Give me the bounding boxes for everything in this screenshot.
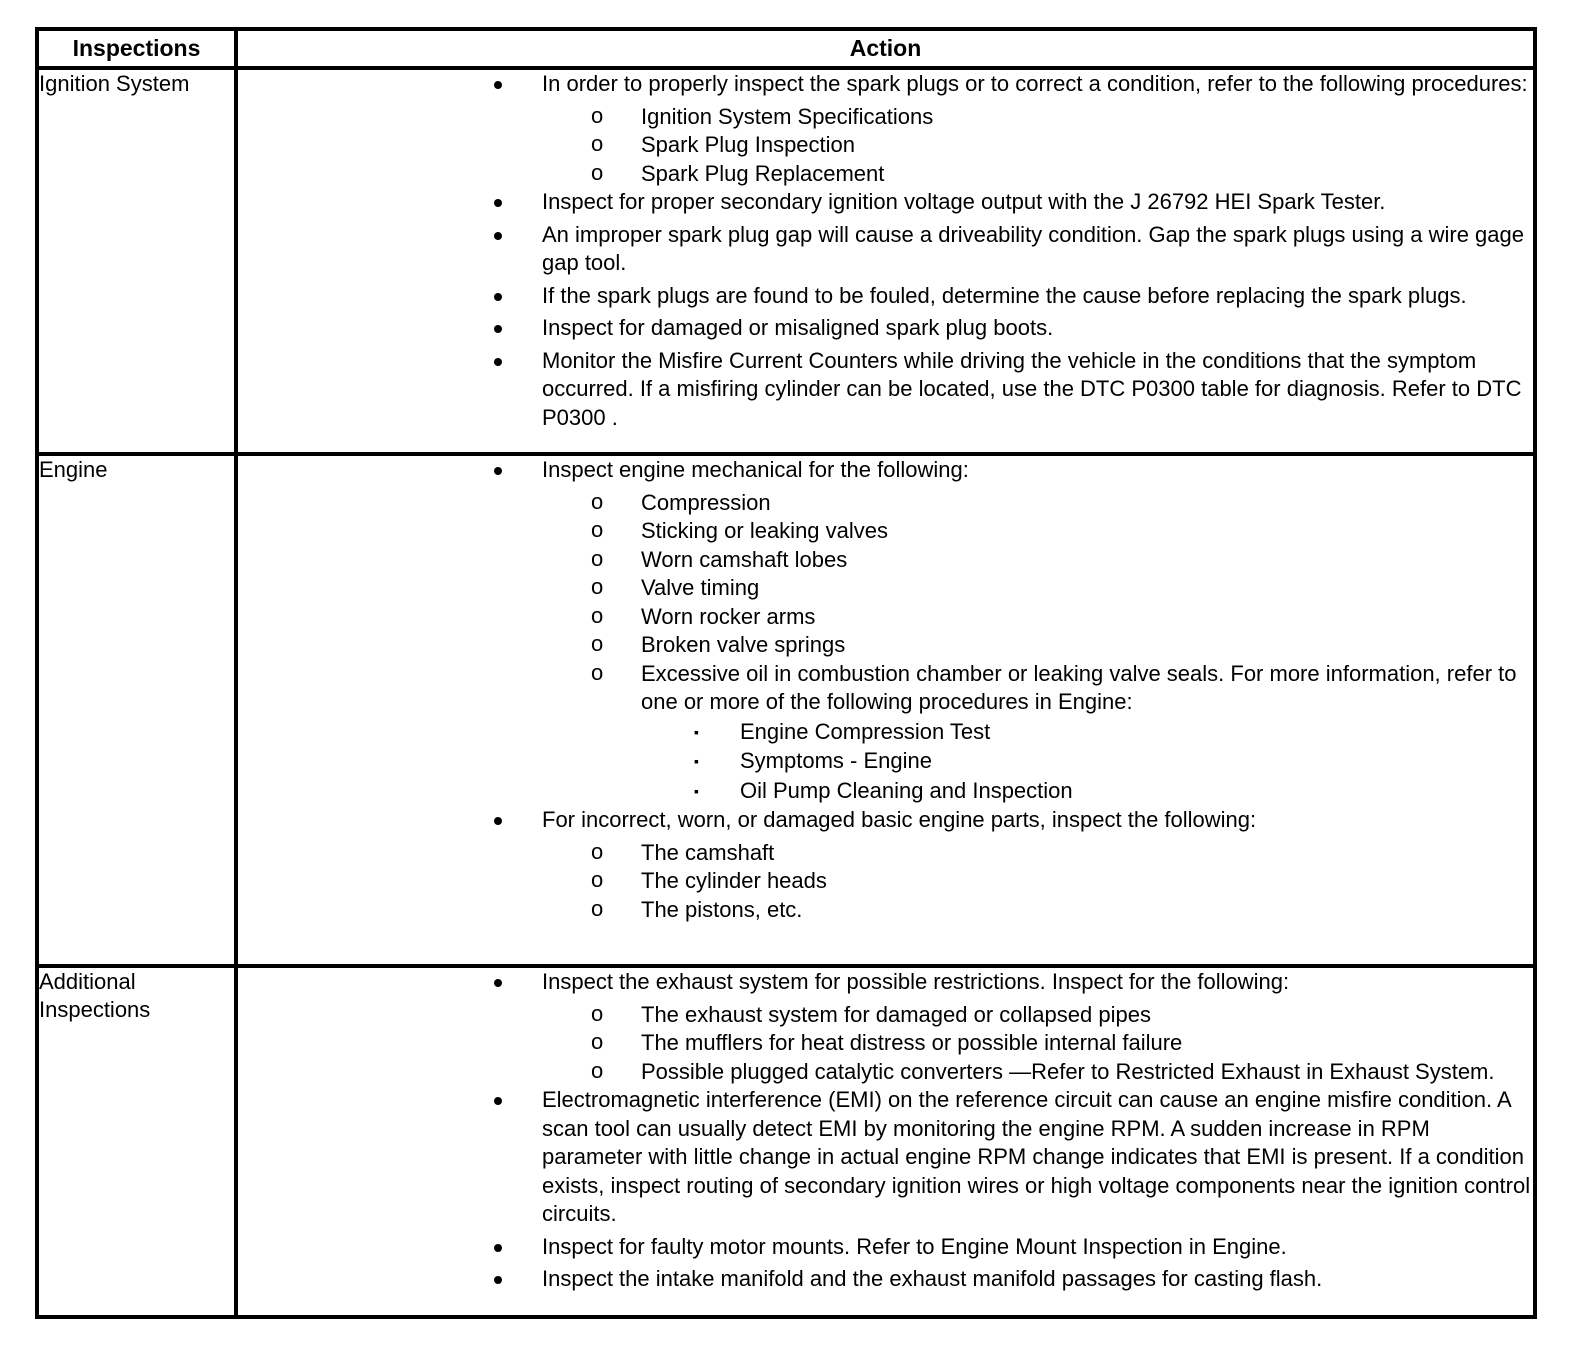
sub-item — [238, 839, 1533, 868]
inspection-table — [35, 27, 1537, 1319]
sub-item — [238, 631, 1533, 660]
circle-bullet-icon: o — [591, 545, 604, 571]
sub-item — [238, 603, 1533, 632]
sub-item — [238, 517, 1533, 546]
sub-item — [238, 1001, 1533, 1030]
circle-bullet-icon: o — [591, 517, 604, 542]
sub-item — [238, 489, 1533, 518]
action-item — [238, 968, 1533, 997]
sub-item — [238, 103, 1533, 132]
bullet-icon — [494, 979, 502, 987]
circle-bullet-icon: o — [591, 895, 604, 921]
action-item — [238, 1086, 1533, 1229]
square-bullet-icon: ▪ — [694, 782, 699, 799]
sub-sub-item — [238, 777, 1533, 806]
sub-sub-item-text: Symptoms - Engine — [740, 748, 932, 773]
circle-bullet-icon: o — [591, 1029, 604, 1054]
circle-bullet-icon: o — [591, 659, 604, 685]
inspection-label: Ignition System — [37, 68, 236, 454]
table-row — [37, 68, 1535, 454]
bullet-icon — [494, 199, 502, 207]
sub-item — [238, 160, 1533, 189]
action-item — [238, 456, 1533, 485]
action-cell — [236, 454, 1535, 966]
bullet-icon — [494, 232, 502, 240]
action-text: Electromagnetic interference (EMI) on the reference circuit can cause an engine misfire condition. A scan tool can usually detect EMI by monitoring the engine RPM. A sudden increase in RPM parameter with little change in actual engine RPM change indicates that EMI is present. If a condition exists, inspect routing of secondary ignition wires or high voltage components near the ignition control circuits. — [542, 1087, 1531, 1226]
action-text: Inspect the intake manifold and the exhaust manifold passages for casting flash. — [542, 1266, 1323, 1291]
bullet-icon — [494, 81, 502, 89]
sub-item — [238, 1058, 1533, 1087]
circle-bullet-icon: o — [591, 867, 604, 892]
bullet-icon — [494, 358, 502, 366]
sub-item-text: Worn rocker arms — [641, 603, 816, 629]
table-row — [37, 454, 1535, 966]
action-text: Inspect for faulty motor mounts. Refer to Engine Mount Inspection in Engine. — [542, 1233, 1287, 1259]
bullet-icon — [494, 467, 502, 475]
circle-bullet-icon: o — [591, 131, 604, 156]
header-inspections: Inspections — [37, 29, 236, 68]
sub-sub-item-text: Oil Pump Cleaning and Inspection — [740, 777, 1073, 803]
circle-bullet-icon: o — [591, 602, 604, 628]
sub-item — [238, 896, 1533, 925]
action-text: If the spark plugs are found to be fouled, determine the cause before replacing the spark plugs. — [542, 282, 1467, 308]
sub-sub-item-text: Engine Compression Test — [740, 718, 991, 744]
square-bullet-icon: ▪ — [694, 723, 699, 740]
bullet-icon — [494, 325, 502, 333]
square-bullet-icon: ▪ — [694, 753, 699, 769]
action-text: Inspect the exhaust system for possible restrictions. Inspect for the following: — [542, 969, 1290, 994]
action-item — [238, 221, 1533, 278]
sub-item — [238, 131, 1533, 160]
circle-bullet-icon: o — [591, 159, 604, 185]
circle-bullet-icon: o — [591, 631, 604, 656]
sub-item-text: Broken valve springs — [641, 632, 846, 657]
bullet-icon — [494, 1276, 502, 1284]
action-cell — [236, 966, 1535, 1317]
sub-item — [238, 574, 1533, 603]
action-text: An improper spark plug gap will cause a driveability condition. Gap the spark plugs using a wire gage gap tool. — [542, 221, 1524, 275]
bullet-icon — [494, 293, 502, 301]
sub-item-text: The cylinder heads — [641, 868, 827, 893]
action-text: Inspect for damaged or misaligned spark plug boots. — [542, 315, 1054, 340]
sub-item-text: Sticking or leaking valves — [641, 518, 889, 543]
sub-item-text: Possible plugged catalytic converters —Refer to Restricted Exhaust in Exhaust System. — [641, 1058, 1495, 1084]
sub-item — [238, 867, 1533, 896]
sub-item-text: The exhaust system for damaged or collapsed pipes — [641, 1001, 1151, 1027]
action-item — [238, 282, 1533, 311]
action-text: Inspect for proper secondary ignition voltage output with the J 26792 HEI Spark Tester. — [542, 189, 1386, 214]
sub-item-text: The mufflers for heat distress or possible internal failure — [641, 1030, 1183, 1055]
action-item — [238, 806, 1533, 835]
action-cell — [236, 68, 1535, 454]
action-text: Inspect engine mechanical for the following: — [542, 457, 969, 482]
sub-item-text: The pistons, etc. — [641, 896, 803, 922]
sub-item — [238, 660, 1533, 717]
sub-sub-item — [238, 718, 1533, 747]
action-item — [238, 1265, 1533, 1294]
sub-item — [238, 1029, 1533, 1058]
action-text: In order to properly inspect the spark plugs or to correct a condition, refer to the following procedures: — [542, 71, 1528, 96]
sub-item-text: Spark Plug Replacement — [641, 160, 885, 186]
bullet-icon — [494, 817, 502, 825]
sub-item-text: The camshaft — [641, 839, 775, 865]
circle-bullet-icon: o — [591, 1000, 604, 1026]
sub-item-text: Valve timing — [641, 575, 760, 600]
header-row — [37, 29, 1535, 68]
circle-bullet-icon: o — [591, 488, 604, 514]
bullet-icon — [494, 1097, 502, 1105]
action-item — [238, 314, 1533, 343]
sub-item-text: Compression — [641, 489, 771, 515]
header-action: Action — [236, 29, 1535, 68]
circle-bullet-icon: o — [591, 838, 604, 864]
sub-item-text: Worn camshaft lobes — [641, 546, 848, 572]
action-text: Monitor the Misfire Current Counters while driving the vehicle in the conditions that the symptom occurred. If a misfiring cylinder can be located, use the DTC P0300 table for diagnosis. Refer to DTC P0300 . — [542, 347, 1522, 430]
action-text: For incorrect, worn, or damaged basic engine parts, inspect the following: — [542, 807, 1257, 832]
sub-item-text: Spark Plug Inspection — [641, 132, 856, 157]
action-item — [238, 1233, 1533, 1262]
inspection-label: Engine — [37, 454, 236, 966]
circle-bullet-icon: o — [591, 102, 604, 128]
sub-item-text: Excessive oil in combustion chamber or leaking valve seals. For more information, refer to one or more of the following procedures in Engine: — [641, 660, 1517, 714]
table-row — [37, 966, 1535, 1317]
inspection-label: Additional Inspections — [37, 966, 236, 1317]
bullet-icon — [494, 1244, 502, 1252]
sub-item — [238, 546, 1533, 575]
action-item — [238, 70, 1533, 99]
sub-item-text: Ignition System Specifications — [641, 103, 934, 129]
circle-bullet-icon: o — [591, 574, 604, 599]
sub-sub-item — [238, 747, 1533, 776]
circle-bullet-icon: o — [591, 1057, 604, 1083]
action-item — [238, 347, 1533, 433]
action-item — [238, 188, 1533, 217]
